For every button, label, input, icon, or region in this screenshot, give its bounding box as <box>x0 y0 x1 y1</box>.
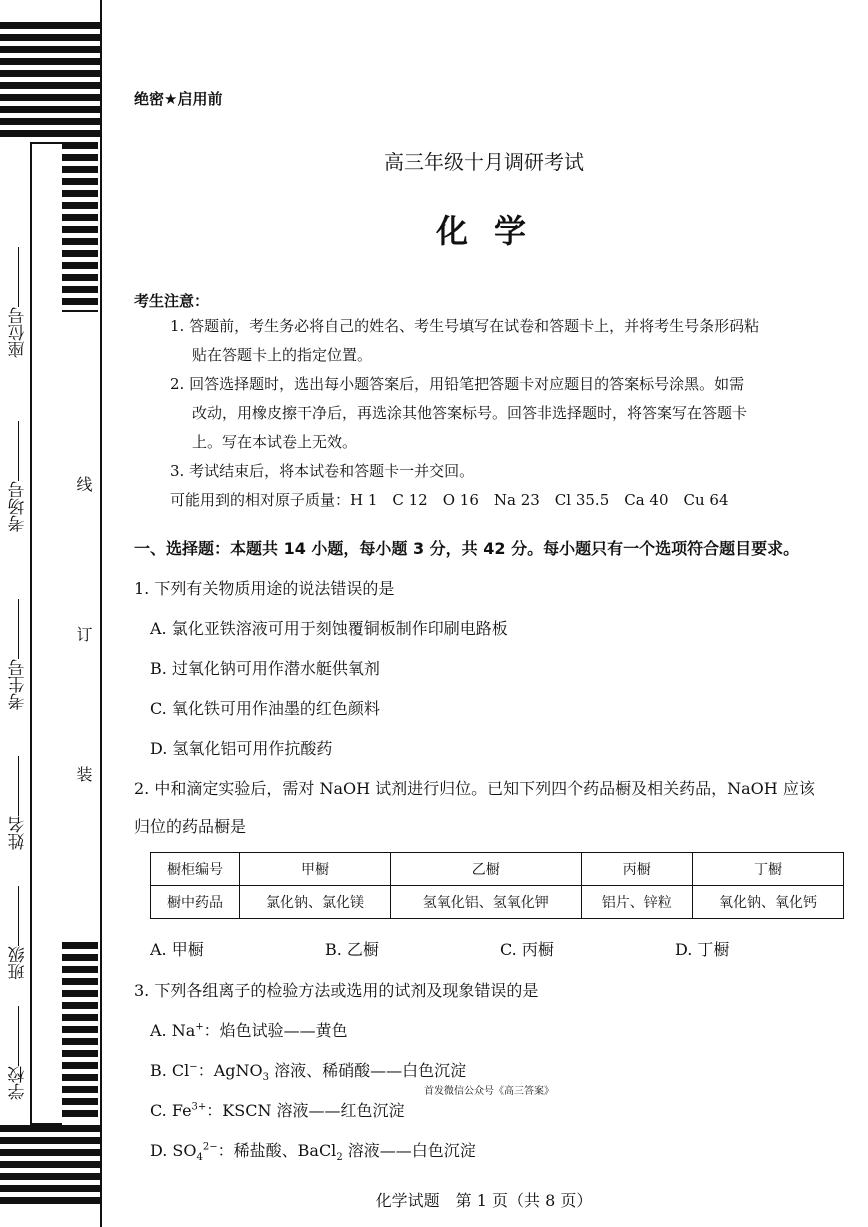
exam-room-field: 考场号 <box>4 392 32 532</box>
notice-item: 改动，用橡皮擦干净后，再选涂其他答案标号。回答非选择题时，将答案写在答题卡 <box>192 404 748 422</box>
notice-item: 2. 回答选择题时，选出每小题答案后，用铅笔把答题卡对应题目的答案标号涂黑。如需 <box>170 375 745 393</box>
candidate-number-field: 考生号 <box>4 560 32 710</box>
q1-option-d: D. 氢氧化铝可用作抗酸药 <box>150 739 333 758</box>
table-cell: 氢氧化铝、氢氧化钾 <box>391 886 582 919</box>
q3-option-b: B. Cl−：AgNO$_3$ 溶液、稀硝酸——白色沉淀 <box>150 1061 467 1084</box>
q2-option-c: C. 丙橱 <box>500 940 554 959</box>
q2-option-a: A. 甲橱 <box>150 940 204 959</box>
binding-stripe-top <box>0 22 100 142</box>
name-field: 姓名 <box>4 730 32 850</box>
class-field: 班级 <box>4 860 32 980</box>
q1-option-c: C. 氧化铁可用作油墨的红色颜料 <box>150 699 380 718</box>
binding-mark-bind: 装 <box>74 766 93 782</box>
binding-divider <box>100 0 102 1227</box>
table-row <box>151 886 844 919</box>
table-cell: 甲橱 <box>240 853 391 886</box>
table-row-head: 橱中药品 <box>151 886 240 919</box>
q3-option-a: A. Na+：焰色试验——黄色 <box>150 1021 348 1040</box>
notice-item: 1. 答题前，考生务必将自己的姓名、考生号填写在试卷和答题卡上，并将考生号条形码粘 <box>170 317 760 335</box>
exam-title: 高三年级十月调研考试 <box>384 150 584 174</box>
q2-stem-line2: 归位的药品橱是 <box>134 817 247 836</box>
table-row-head: 橱柜编号 <box>151 853 240 886</box>
table-cell: 氧化钠、氧化钙 <box>692 886 843 919</box>
notice-heading: 考生注意： <box>134 292 210 310</box>
notice-item: 上。写在本试卷上无效。 <box>192 433 358 451</box>
table-cell: 铝片、锌粒 <box>581 886 692 919</box>
section-title: 一、选择题：本题共 14 小题，每小题 3 分，共 42 分。每小题只有一个选项符合题目要求。 <box>134 539 800 558</box>
q2-options <box>150 937 850 960</box>
notice-list <box>170 312 860 515</box>
seat-number-field: 座位号 <box>4 218 32 358</box>
q3-option-d: D. $SO_4^{2-}$：稀盐酸、BaCl$_2$ 溶液——白色沉淀 <box>150 1141 476 1164</box>
binding-mark-line: 线 <box>74 476 93 492</box>
q2-option-b: B. 乙橱 <box>325 940 379 959</box>
q2-stem-line1: 2. 中和滴定实验后，需对 NaOH 试剂进行归位。已知下列四个药品橱及相关药品，NaOH 应该 <box>134 779 815 798</box>
atomic-mass-line: 可能用到的相对原子质量：H 1 C 12 O 16 Na 23 Cl 35.5 Ca 40 Cu 64 <box>170 491 729 509</box>
binding-frame <box>30 142 62 1125</box>
notice-item: 贴在答题卡上的指定位置。 <box>192 346 373 364</box>
page-footer: 化学试题 第 1 页（共 8 页） <box>375 1191 593 1210</box>
table-cell: 丙橱 <box>581 853 692 886</box>
table-cell: 氯化钠、氯化镁 <box>240 886 391 919</box>
notice-item: 3. 考试结束后，将本试卷和答题卡一并交回。 <box>170 462 475 480</box>
table-cell: 乙橱 <box>391 853 582 886</box>
q1-option-a: A. 氯化亚铁溶液可用于刻蚀覆铜板制作印刷电路板 <box>150 619 508 638</box>
school-field: 学校 <box>4 990 32 1100</box>
q2-option-d: D. 丁橱 <box>675 940 730 959</box>
watermark-text: 首发微信公众号《高三答案》 <box>424 1086 554 1097</box>
binding-mark-staple: 订 <box>74 626 93 642</box>
cabinet-table <box>150 852 844 919</box>
table-cell: 丁橱 <box>692 853 843 886</box>
q1-option-b: B. 过氧化钠可用作潜水艇供氧剂 <box>150 659 380 678</box>
binding-stripe-inner-bottom <box>62 942 98 1122</box>
secret-mark: 绝密★启用前 <box>134 90 223 108</box>
subject-title: 化学 <box>435 212 552 250</box>
q3-option-c: C. $Fe^{3+}$：KSCN 溶液——红色沉淀 <box>150 1101 405 1120</box>
table-row <box>151 853 844 886</box>
q3-stem: 3. 下列各组离子的检验方法或选用的试剂及现象错误的是 <box>134 981 539 1000</box>
q1-stem: 1. 下列有关物质用途的说法错误的是 <box>134 579 395 598</box>
